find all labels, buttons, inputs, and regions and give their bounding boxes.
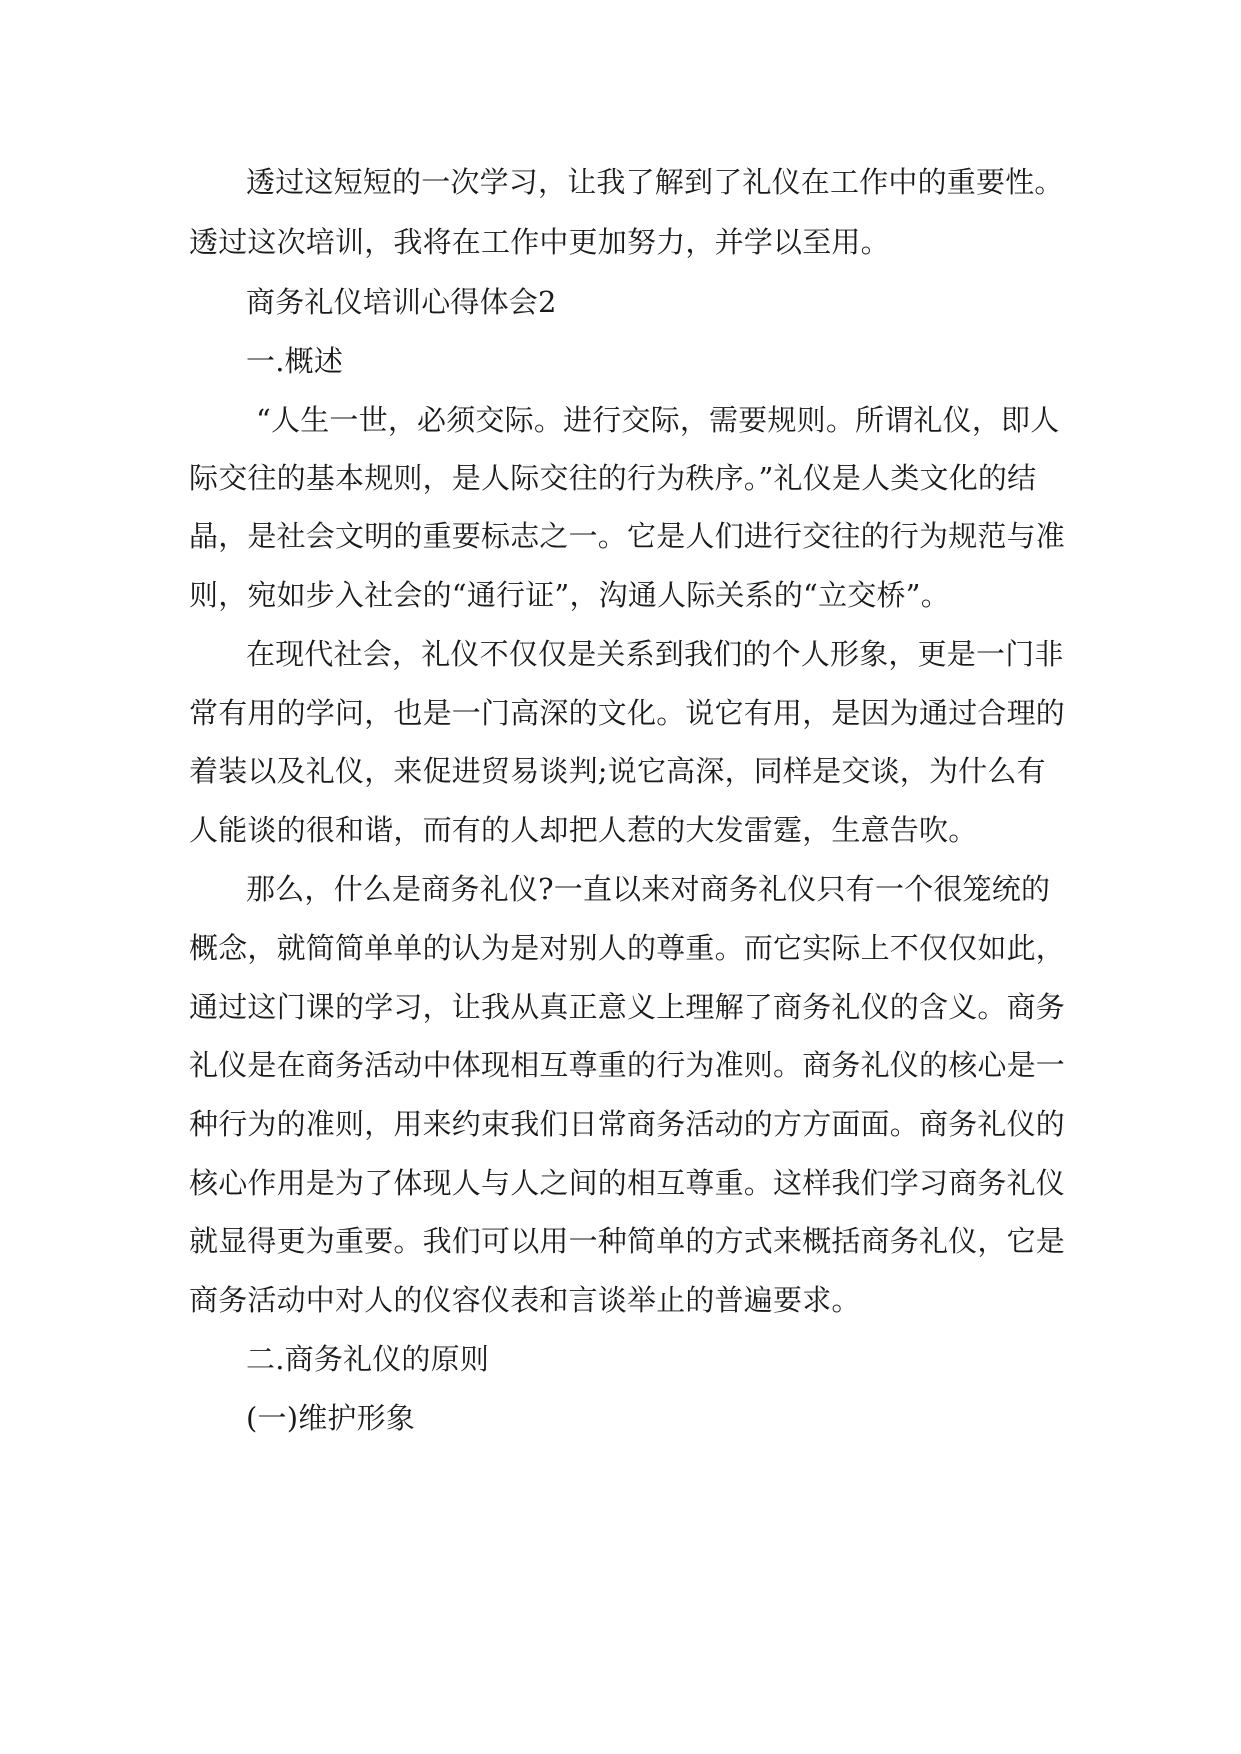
paragraph-line: 常有用的学问，也是一门高深的文化。说它有用，是因为通过合理的 bbox=[189, 696, 1066, 730]
paragraph-line: 种行为的准则，用来约束我们日常商务活动的方方面面。商务礼仪的 bbox=[189, 1107, 1066, 1141]
section-heading: 二.商务礼仪的原则 bbox=[246, 1342, 490, 1376]
section-heading: 一.概述 bbox=[246, 344, 344, 378]
paragraph-line: 通过这门课的学习，让我从真正意义上理解了商务礼仪的含义。商务 bbox=[189, 990, 1066, 1024]
paragraph-line: 在现代社会，礼仪不仅仅是关系到我们的个人形象，更是一门非 bbox=[246, 637, 1064, 671]
paragraph-line: 那么，什么是商务礼仪?一直以来对商务礼仪只有一个很笼统的 bbox=[246, 872, 1051, 906]
paragraph-line: 就显得更为重要。我们可以用一种简单的方式来概括商务礼仪，它是 bbox=[189, 1224, 1066, 1258]
paragraph-line: 则，宛如步入社会的“通行证”，沟通人际关系的“立交桥”。 bbox=[189, 578, 950, 612]
paragraph-line: 核心作用是为了体现人与人之间的相互尊重。这样我们学习商务礼仪 bbox=[189, 1166, 1066, 1200]
paragraph-line: 透过这次培训，我将在工作中更加努力，并学以至用。 bbox=[189, 225, 890, 259]
subsection-heading: (一)维护形象 bbox=[246, 1401, 416, 1435]
paragraph-line: 着装以及礼仪，来促进贸易谈判;说它高深，同样是交谈，为什么有 bbox=[189, 754, 1046, 788]
section-title: 商务礼仪培训心得体会2 bbox=[246, 285, 557, 319]
paragraph-line: 晶，是社会文明的重要标志之一。它是人们进行交往的行为规范与准 bbox=[189, 519, 1066, 553]
paragraph-line: 际交往的基本规则，是人际交往的行为秩序。”礼仪是人类文化的结 bbox=[189, 461, 1037, 495]
paragraph-line: 透过这短短的一次学习，让我了解到了礼仪在工作中的重要性。 bbox=[246, 165, 1064, 199]
paragraph-line: “人生一世，必须交际。进行交际，需要规则。所谓礼仪，即人 bbox=[256, 403, 1060, 437]
paragraph-line: 商务活动中对人的仪容仪表和言谈举止的普遍要求。 bbox=[189, 1283, 861, 1317]
paragraph-line: 人能谈的很和谐，而有的人却把人惹的大发雷霆，生意告吹。 bbox=[189, 813, 978, 847]
paragraph-line: 礼仪是在商务活动中体现相互尊重的行为准则。商务礼仪的核心是一 bbox=[189, 1048, 1066, 1082]
paragraph-line: 概念，就简简单单的认为是对别人的尊重。而它实际上不仅仅如此， bbox=[189, 931, 1066, 965]
